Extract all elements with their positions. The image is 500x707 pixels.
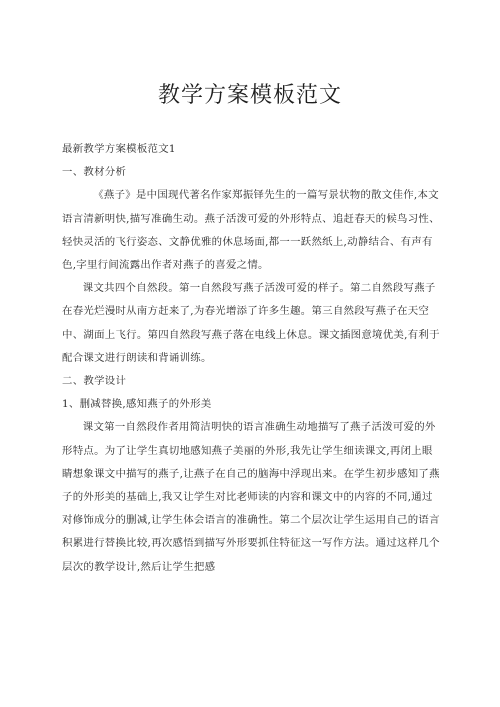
document-body	[62, 138, 442, 579]
section-heading-analysis: 一、教材分析	[62, 166, 127, 179]
sub-heading-appearance: 1、删减替换,感知燕子的外形美	[62, 398, 212, 411]
section-heading-design: 二、教学设计	[62, 375, 127, 388]
paragraph-structure: 课文共四个自然段。第一自然段写燕子活泼可爱的样子。第二自然段写燕子在春光烂漫时从南方赶来了,为春光增添了许多生趣。第三自然段写燕子在天空中、湖面上飞行。第四自然段写燕子落在电线上休息。课文插图意境优美,有利于配合课文进行朗读和背诵训练。	[62, 282, 440, 364]
document-subtitle: 最新教学方案模板范文1	[62, 143, 176, 155]
paragraph-intro: 《燕子》是中国现代著名作家郑振铎先生的一篇写景状物的散文佳作,本文语言清新明快,描写准确生动。燕子活泼可爱的外形特点、追赶春天的候鸟习性、轻快灵活的飞行姿态、文静优雅的休息场面,都一一跃然纸上,动静结合、有声有色,字里行间流露出作者对燕子的喜爱之情。	[62, 189, 440, 272]
document-title: 教学方案模板范文	[157, 83, 342, 108]
paragraph-teaching: 课文第一自然段作者用简洁明快的语言准确生动地描写了燕子活泼可爱的外形特点。为了让学生真切地感知燕子美丽的外形,我先让学生细读课文,再闭上眼睛想象课文中描写的燕子,让燕子在自己的脑海中浮现出来。在学生初步感知了燕子的外形美的基础上,我又让学生对比老师读的内容和课文中的内容的不同,通过对修饰成分的删减,让学生体会语言的准确性。第二个层次让学生运用自己的语言积累进行替换比较,再次感悟到描写外形要抓住特征这一写作方法。通过这样几个层次的教学设计,然后让学生把感	[62, 421, 440, 573]
